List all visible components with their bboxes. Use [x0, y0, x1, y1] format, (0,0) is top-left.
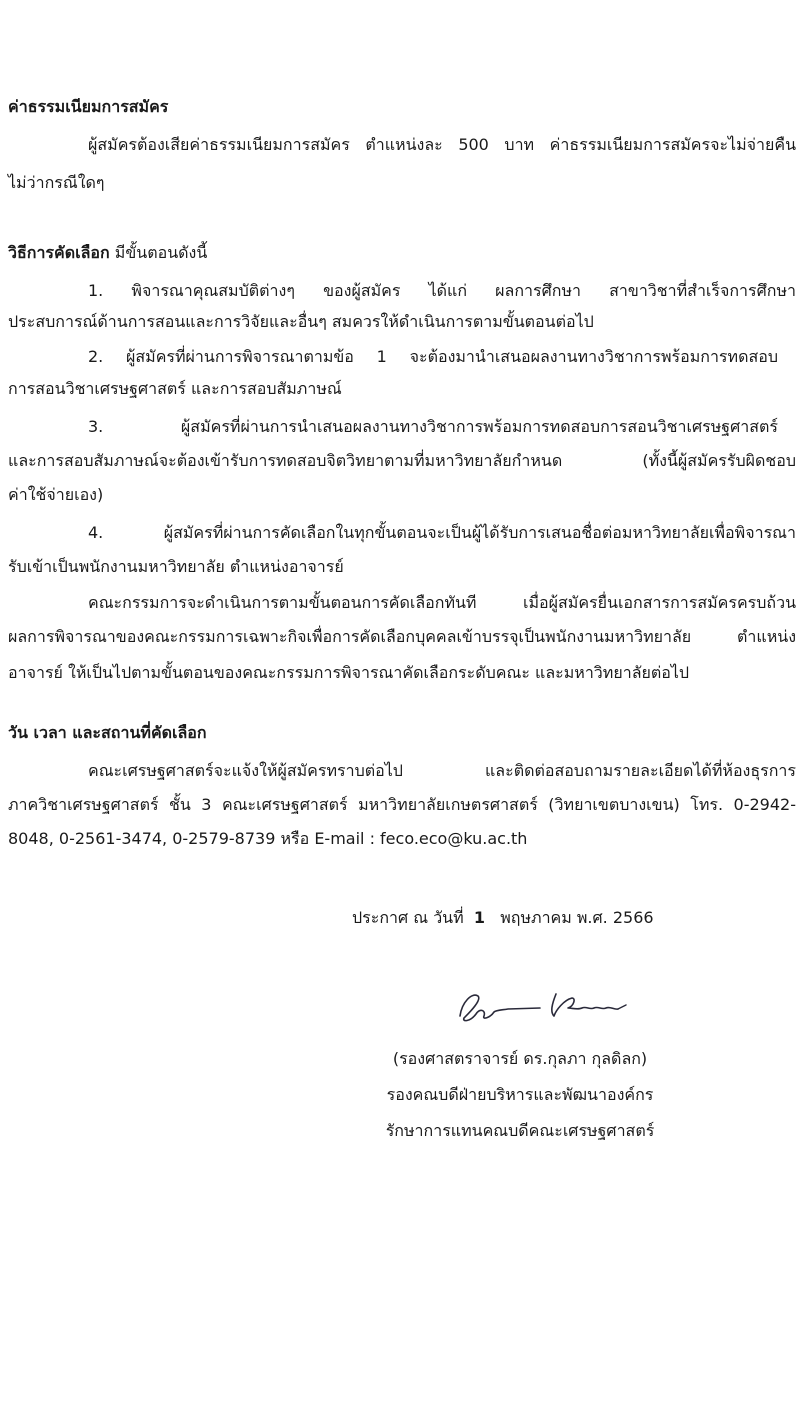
selection-paragraph-line-2: ผลการพิจารณาของคณะกรรมการเฉพาะกิจเพื่อการคัดเลือกบุคคลเข้าบรรจุเป็นพนักงานมหาวิทยาลัย ตำแหน่ง	[8, 627, 796, 646]
selection-item-3-line-3: ค่าใช้จ่ายเอง)	[8, 485, 104, 504]
selection-item-2-line-2: การสอนวิชาเศรษฐศาสตร์ และการสอบสัมภาษณ์	[8, 379, 342, 398]
schedule-text-line-3: 8048, 0-2561-3474, 0-2579-8739 หรือ E-mail : feco.eco@ku.ac.th	[8, 829, 528, 848]
announcement-prefix: ประกาศ ณ วันที่	[352, 908, 464, 927]
fee-text-line-2: ไม่ว่ากรณีใดๆ	[8, 173, 105, 192]
schedule-text-line-2: ภาควิชาเศรษฐศาสตร์ ชั้น 3 คณะเศรษฐศาสตร์ มหาวิทยาลัยเกษตรศาสตร์ (วิทยาเขตบางเขน) โทร. 0-2942-	[8, 795, 796, 814]
selection-heading	[8, 242, 207, 264]
announcement-day: 1	[473, 908, 485, 927]
announcement-date	[352, 907, 654, 929]
announcement-month-year: พฤษภาคม พ.ศ. 2566	[500, 908, 654, 927]
selection-paragraph-line-3: อาจารย์ ให้เป็นไปตามขั้นตอนของคณะกรรมการพิจารณาคัดเลือกระดับคณะ และมหาวิทยาลัยต่อไป	[8, 663, 690, 682]
selection-paragraph-line-1: คณะกรรมการจะดำเนินการตามขั้นตอนการคัดเลือกทันที เมื่อผู้สมัครยื่นเอกสารการสมัครครบถ้วน	[88, 593, 796, 612]
selection-heading-rest: มีขั้นตอนดังนี้	[109, 243, 208, 262]
fee-text-line-1: ผู้สมัครต้องเสียค่าธรรมเนียมการสมัคร ตำแหน่งละ 500 บาท ค่าธรรมเนียมการสมัครจะไม่จ่ายคืน	[88, 135, 796, 154]
selection-item-3-line-1: 3. ผู้สมัครที่ผ่านการนำเสนอผลงานทางวิชาการพร้อมการทดสอบการสอนวิชาเศรษฐศาสตร์	[88, 417, 778, 436]
selection-item-2-line-1: 2. ผู้สมัครที่ผ่านการพิจารณาตามข้อ 1 จะต้องมานำเสนอผลงานทางวิชาการพร้อมการทดสอบ	[88, 347, 778, 366]
signatory-name: (รองศาสตราจารย์ ดร.กุลภา กุลดิลก)	[392, 1049, 648, 1068]
selection-heading-bold: วิธีการคัดเลือก	[8, 243, 110, 262]
selection-item-4-line-2: รับเข้าเป็นพนักงานมหาวิทยาลัย ตำแหน่งอาจารย์	[8, 557, 344, 576]
handwritten-signature	[452, 982, 642, 1032]
signatory-position-1: รองคณบดีฝ่ายบริหารและพัฒนาองค์กร	[386, 1085, 654, 1104]
schedule-heading: วัน เวลา และสถานที่คัดเลือก	[8, 723, 207, 742]
selection-item-1-line-1: 1. พิจารณาคุณสมบัติต่างๆ ของผู้สมัคร ได้แก่ ผลการศึกษา สาขาวิชาที่สำเร็จการศึกษา	[88, 281, 796, 300]
schedule-text-line-1: คณะเศรษฐศาสตร์จะแจ้งให้ผู้สมัครทราบต่อไป และติดต่อสอบถามรายละเอียดได้ที่ห้องธุรการ	[88, 761, 796, 780]
selection-item-1-line-2: ประสบการณ์ด้านการสอนและการวิจัยและอื่นๆ สมควรให้ดำเนินการตามขั้นตอนต่อไป	[8, 312, 594, 331]
signatory-position-2: รักษาการแทนคณบดีคณะเศรษฐศาสตร์	[385, 1121, 655, 1140]
selection-item-3-line-2: และการสอบสัมภาษณ์จะต้องเข้ารับการทดสอบจิตวิทยาตามที่มหาวิทยาลัยกำหนด (ทั้งนี้ผู้สมัครรับผิดชอบ	[8, 451, 796, 470]
fee-heading: ค่าธรรมเนียมการสมัคร	[8, 97, 169, 116]
selection-item-4-line-1: 4. ผู้สมัครที่ผ่านการคัดเลือกในทุกขั้นตอนจะเป็นผู้ได้รับการเสนอชื่อต่อมหาวิทยาลัยเพื่อพิจารณา	[88, 523, 796, 542]
